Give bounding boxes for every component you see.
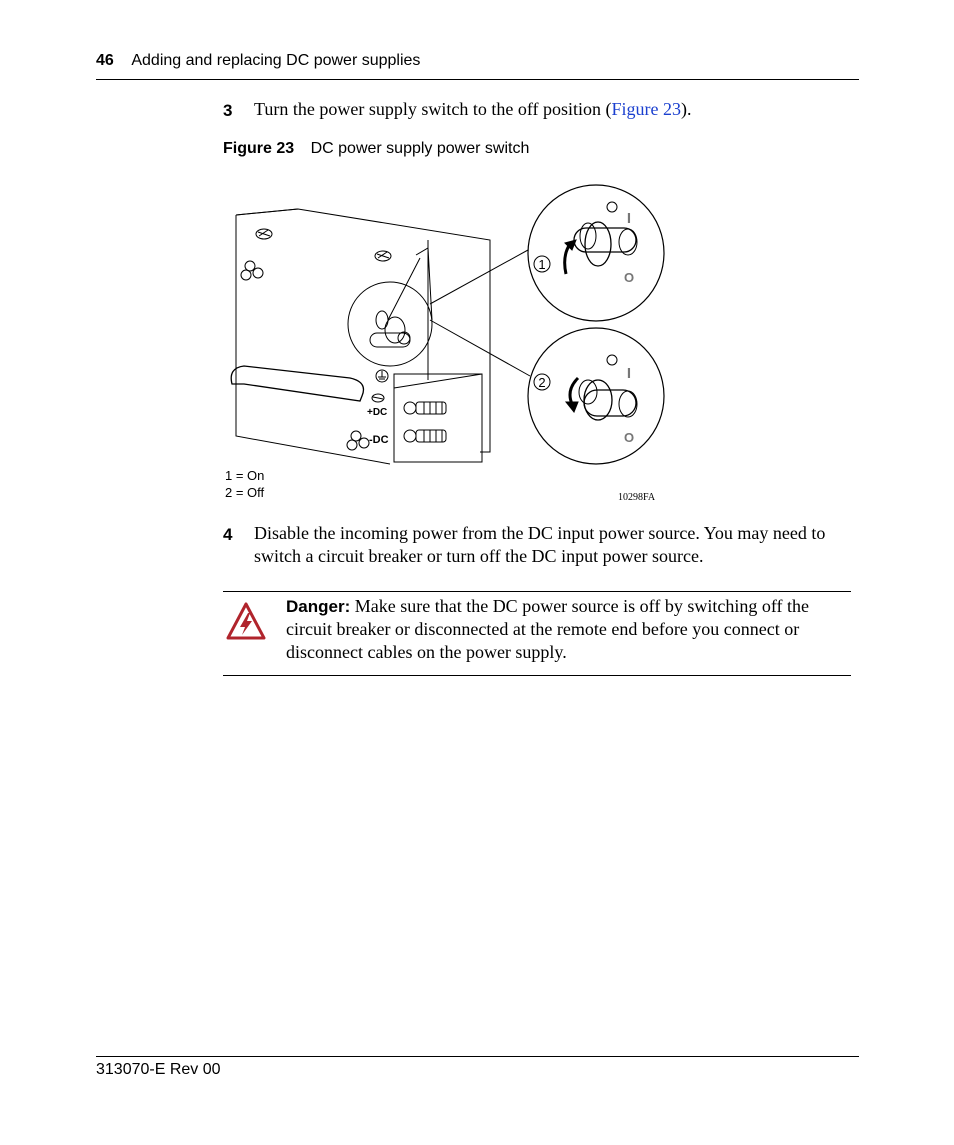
figure-id: 10298FA [618,492,656,503]
arrow-head [566,402,578,412]
hex-nut-icon [347,431,369,450]
page-number: 46 [96,52,114,69]
header-rule [96,79,859,80]
terminal-post [404,402,446,414]
step-text: Disable the incoming power from the DC input power source. You may need to switch a circuit breaker or turn off the DC input power source. [254,523,826,566]
page-header [96,52,420,70]
figure-link[interactable]: Figure 23 [611,99,681,119]
switch-on-detail [528,185,664,321]
indicator-led-icon [607,202,617,212]
terminal-post [404,430,446,442]
step-text-before: Turn the power supply switch to the off position ( [254,99,612,119]
danger-rule [223,591,851,592]
figure-caption [223,140,529,158]
rotate-down-arrow [570,378,578,404]
negative-terminal-label: -DC [369,434,389,446]
terminal-block [394,374,482,462]
screw-icon [256,229,272,239]
zoom-circle [348,282,432,366]
screw-icon [372,394,384,402]
danger-notice [286,595,856,664]
figure-label: Figure 23 [223,140,295,157]
on-mark: I [626,365,632,382]
callout-1: 1 [538,257,546,272]
handle-drawing [231,366,363,401]
positive-terminal-label: +DC [367,407,388,418]
power-supply-drawing [231,209,530,464]
power-switch-figure [222,180,672,510]
legend-item: 2 = Off [225,485,265,500]
rotate-up-arrow [565,244,570,274]
figure-legend [225,467,264,501]
indicator-led-icon [607,355,617,365]
screw-icon [375,251,391,261]
step-number: 3 [223,101,233,120]
step-text [254,98,854,121]
ground-icon [376,370,388,382]
switch-off-detail [528,328,664,464]
danger-electrical-icon [226,602,266,640]
figure-title: DC power supply power switch [310,140,530,157]
on-mark: I [626,210,632,227]
footer-rule [96,1056,859,1057]
legend-item: 1 = On [225,468,265,483]
step-number: 4 [223,525,233,544]
header-title: Adding and replacing DC power supplies [131,52,421,69]
hex-nut-icon [241,261,263,280]
callout-2: 2 [538,375,546,390]
danger-rule [223,675,851,676]
step-text-after: ). [681,99,692,119]
danger-label: Danger: [286,597,351,616]
footer-doc-id: 313070-E Rev 00 [96,1061,221,1078]
danger-text: Make sure that the DC power source is off by switching off the circuit breaker or disconnected at the remote end before you connect or disconnect cables on the power supply. [286,596,809,662]
off-mark: O [623,430,635,445]
off-mark: O [623,270,635,285]
